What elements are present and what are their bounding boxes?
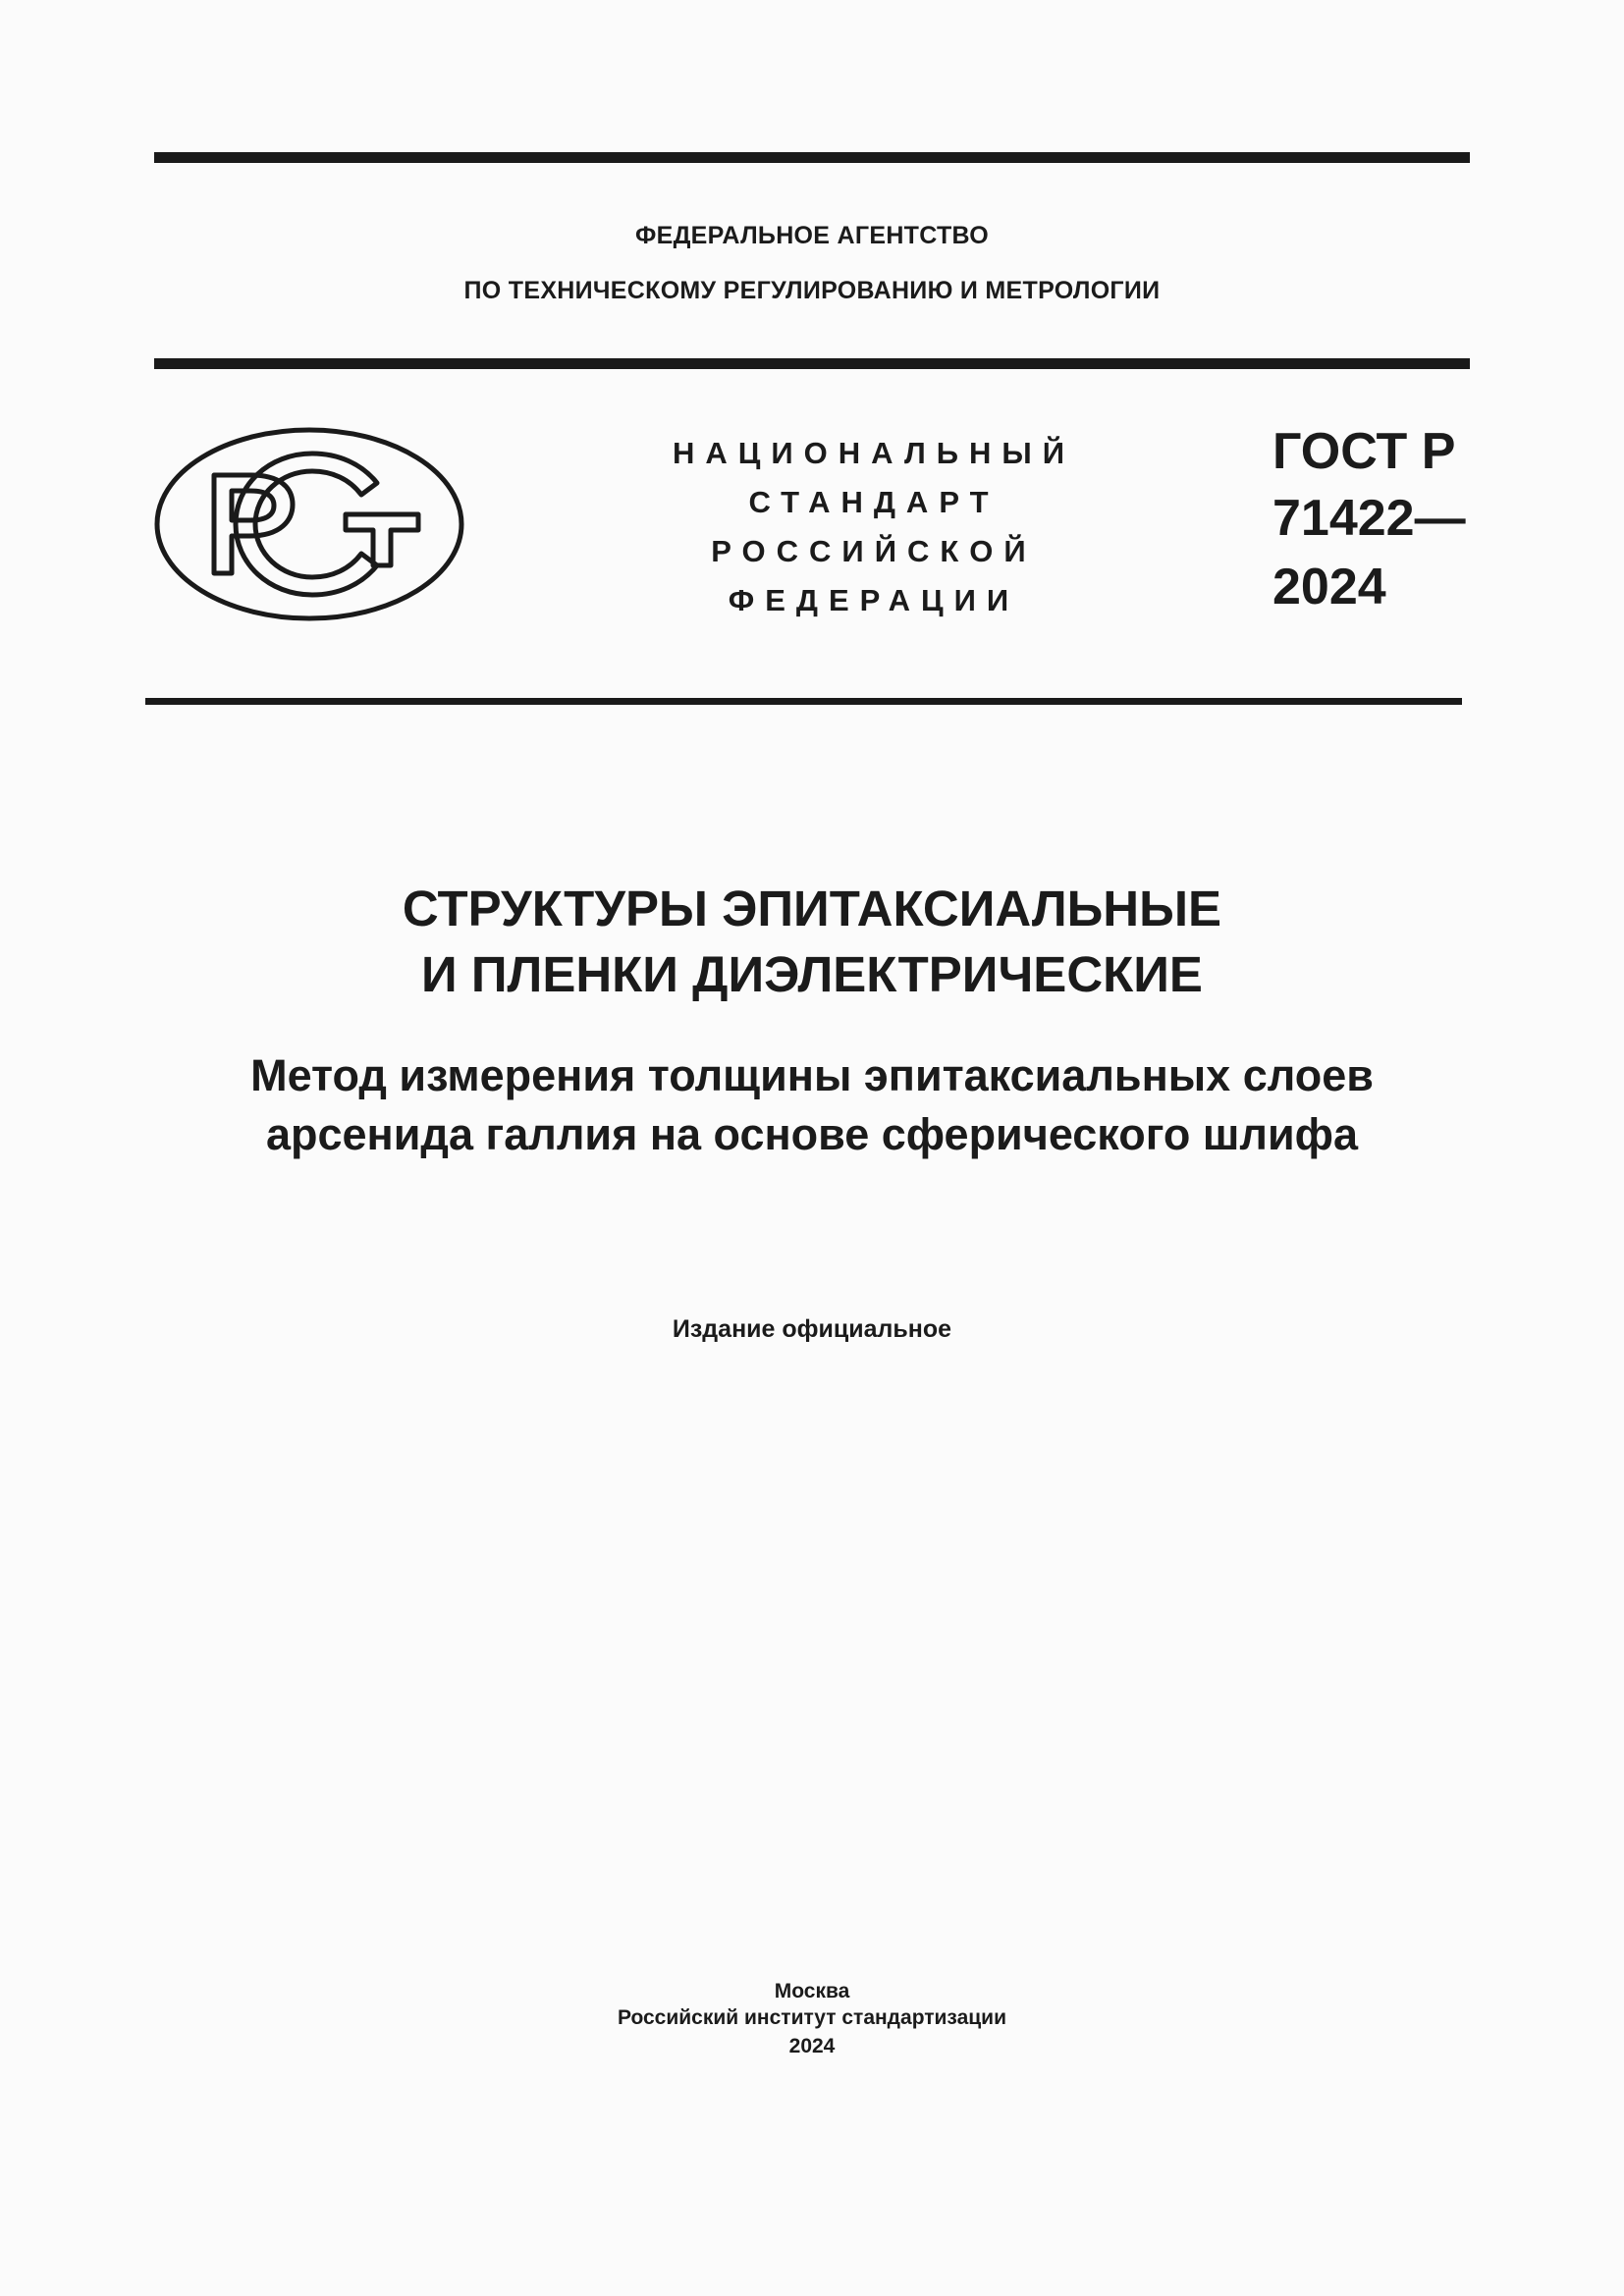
rst-certification-mark-icon <box>153 426 465 622</box>
document-title-line-1: СТРУКТУРЫ ЭПИТАКСИАЛЬНЫЕ <box>402 881 1222 936</box>
imprint-publisher: Российский институт стандартизации <box>617 2006 1007 2029</box>
middle-rule <box>154 358 1470 369</box>
standard-designation-line-2: 71422— <box>1272 490 1466 547</box>
document-subtitle-line-1: Метод измерения толщины эпитаксиальных слоев <box>250 1050 1374 1100</box>
header-bottom-rule <box>145 698 1462 705</box>
edition-label: Издание официальное <box>672 1315 952 1343</box>
standard-designation-line-3: 2024 <box>1272 559 1386 615</box>
standard-designation-line-1: ГОСТ Р <box>1272 423 1456 480</box>
standard-type-line-2: СТАНДАРТ <box>748 485 1000 519</box>
agency-name-line-1: ФЕДЕРАЛЬНОЕ АГЕНТСТВО <box>634 222 990 249</box>
document-subtitle-line-2: арсенида галлия на основе сферического шлифа <box>265 1109 1359 1159</box>
document-title-line-2: И ПЛЕНКИ ДИЭЛЕКТРИЧЕСКИЕ <box>421 946 1203 1002</box>
imprint-city: Москва <box>774 1980 850 2002</box>
top-rule <box>154 152 1470 163</box>
standard-type-line-4: ФЕДЕРАЦИИ <box>728 583 1020 617</box>
imprint-year: 2024 <box>788 2035 836 2057</box>
standard-type-line-1: НАЦИОНАЛЬНЫЙ <box>672 436 1076 470</box>
standard-type-line-3: РОССИЙСКОЙ <box>711 534 1037 568</box>
agency-name-line-2: ПО ТЕХНИЧЕСКОМУ РЕГУЛИРОВАНИЮ И МЕТРОЛОГИИ <box>463 277 1161 304</box>
